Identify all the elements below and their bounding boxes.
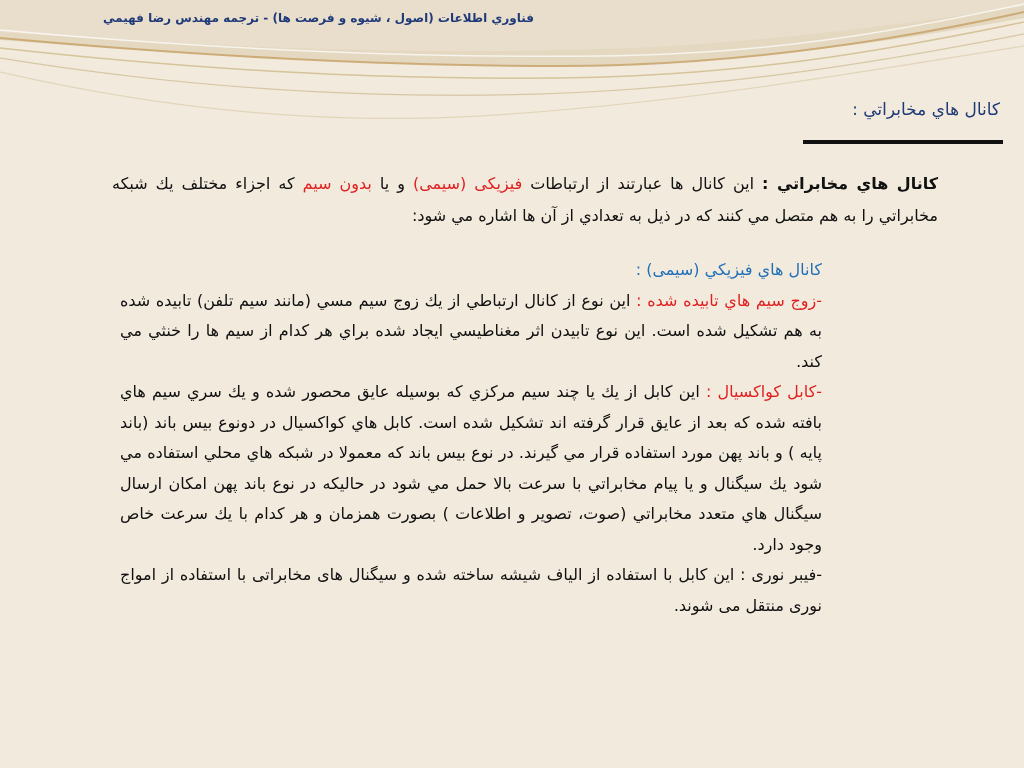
twisted-pair-paragraph	[120, 286, 822, 378]
slide-title: كانال هاي مخابراتي :	[852, 100, 1000, 120]
coaxial-text: اين كابل از يك يا چند سيم مركزي كه بوسيله عايق محصور شده و يك سري سيم هاي بافته شده كه بعد از عايق قرار گرفته اند تشكيل شده است. كابل هاي كواكسيال در دونوع بيس باند (باند پايه ) و باند پهن مورد استفاده قرار مي گيرند. در نوع بيس باند كه معمولا در شبكه هاي محلي استفاده مي شود يك سيگنال و يا پيام مخابراتي با سرعت بالا حمل مي شود در حاليكه در نوع باند پهن امكان ارسال سيگنال هاي متعدد مخابراتي (صوت، تصوير و اطلاعات ) بصورت همزمان و هر كدام با يك سرعت خاص وجود دارد.	[120, 382, 822, 554]
intro-wireless-term: بدون سيم	[302, 174, 372, 193]
physical-channels-section	[120, 255, 822, 621]
fiber-paragraph	[120, 560, 822, 621]
twisted-pair-label: -زوج سيم هاي تابيده شده :	[636, 290, 822, 310]
fiber-text: این کابل با استفاده از الیاف شیشه ساخته شده و سیگنال های مخابراتی با استفاده از امواج نوری منتقل می شوند.	[120, 565, 822, 615]
intro-text-part2: و يا	[371, 174, 413, 193]
coaxial-label: -كابل كواكسيال :	[705, 382, 823, 401]
presentation-header-title: فناوري اطلاعات (اصول ، شيوه و فرصت ها) - ترجمه مهندس رضا فهيمي	[103, 11, 534, 25]
coaxial-paragraph	[120, 377, 822, 560]
intro-text-part3: كه اجزاء مختلف يك شبكه مخابراتي را به هم متصل مي كنند كه در ذيل به تعدادي از آن ها اشاره مي شود:	[112, 174, 938, 225]
intro-term: كانال هاي مخابراتي :	[762, 174, 939, 193]
intro-wired-term: فیزیکی (سیمی)	[412, 174, 523, 193]
intro-text-part1: اين كانال ها عبارتند از ارتباطات	[522, 174, 763, 193]
physical-channels-heading: كانال هاي فيزيكي (سیمی) :	[635, 260, 822, 279]
fiber-label: -فیبر نوری :	[740, 565, 823, 584]
intro-paragraph	[112, 168, 938, 232]
twisted-pair-text: اين نوع از كانال ارتباطي از يك زوج سيم مسي (مانند سيم تلفن) تابيده شده به هم تشكيل شده است. اين نوع تابيدن اثر مغناطيسي ايجاد شده براي هر كدام از سيم ها را خنثي مي كند.	[120, 290, 822, 371]
title-underline-divider	[803, 140, 1003, 144]
